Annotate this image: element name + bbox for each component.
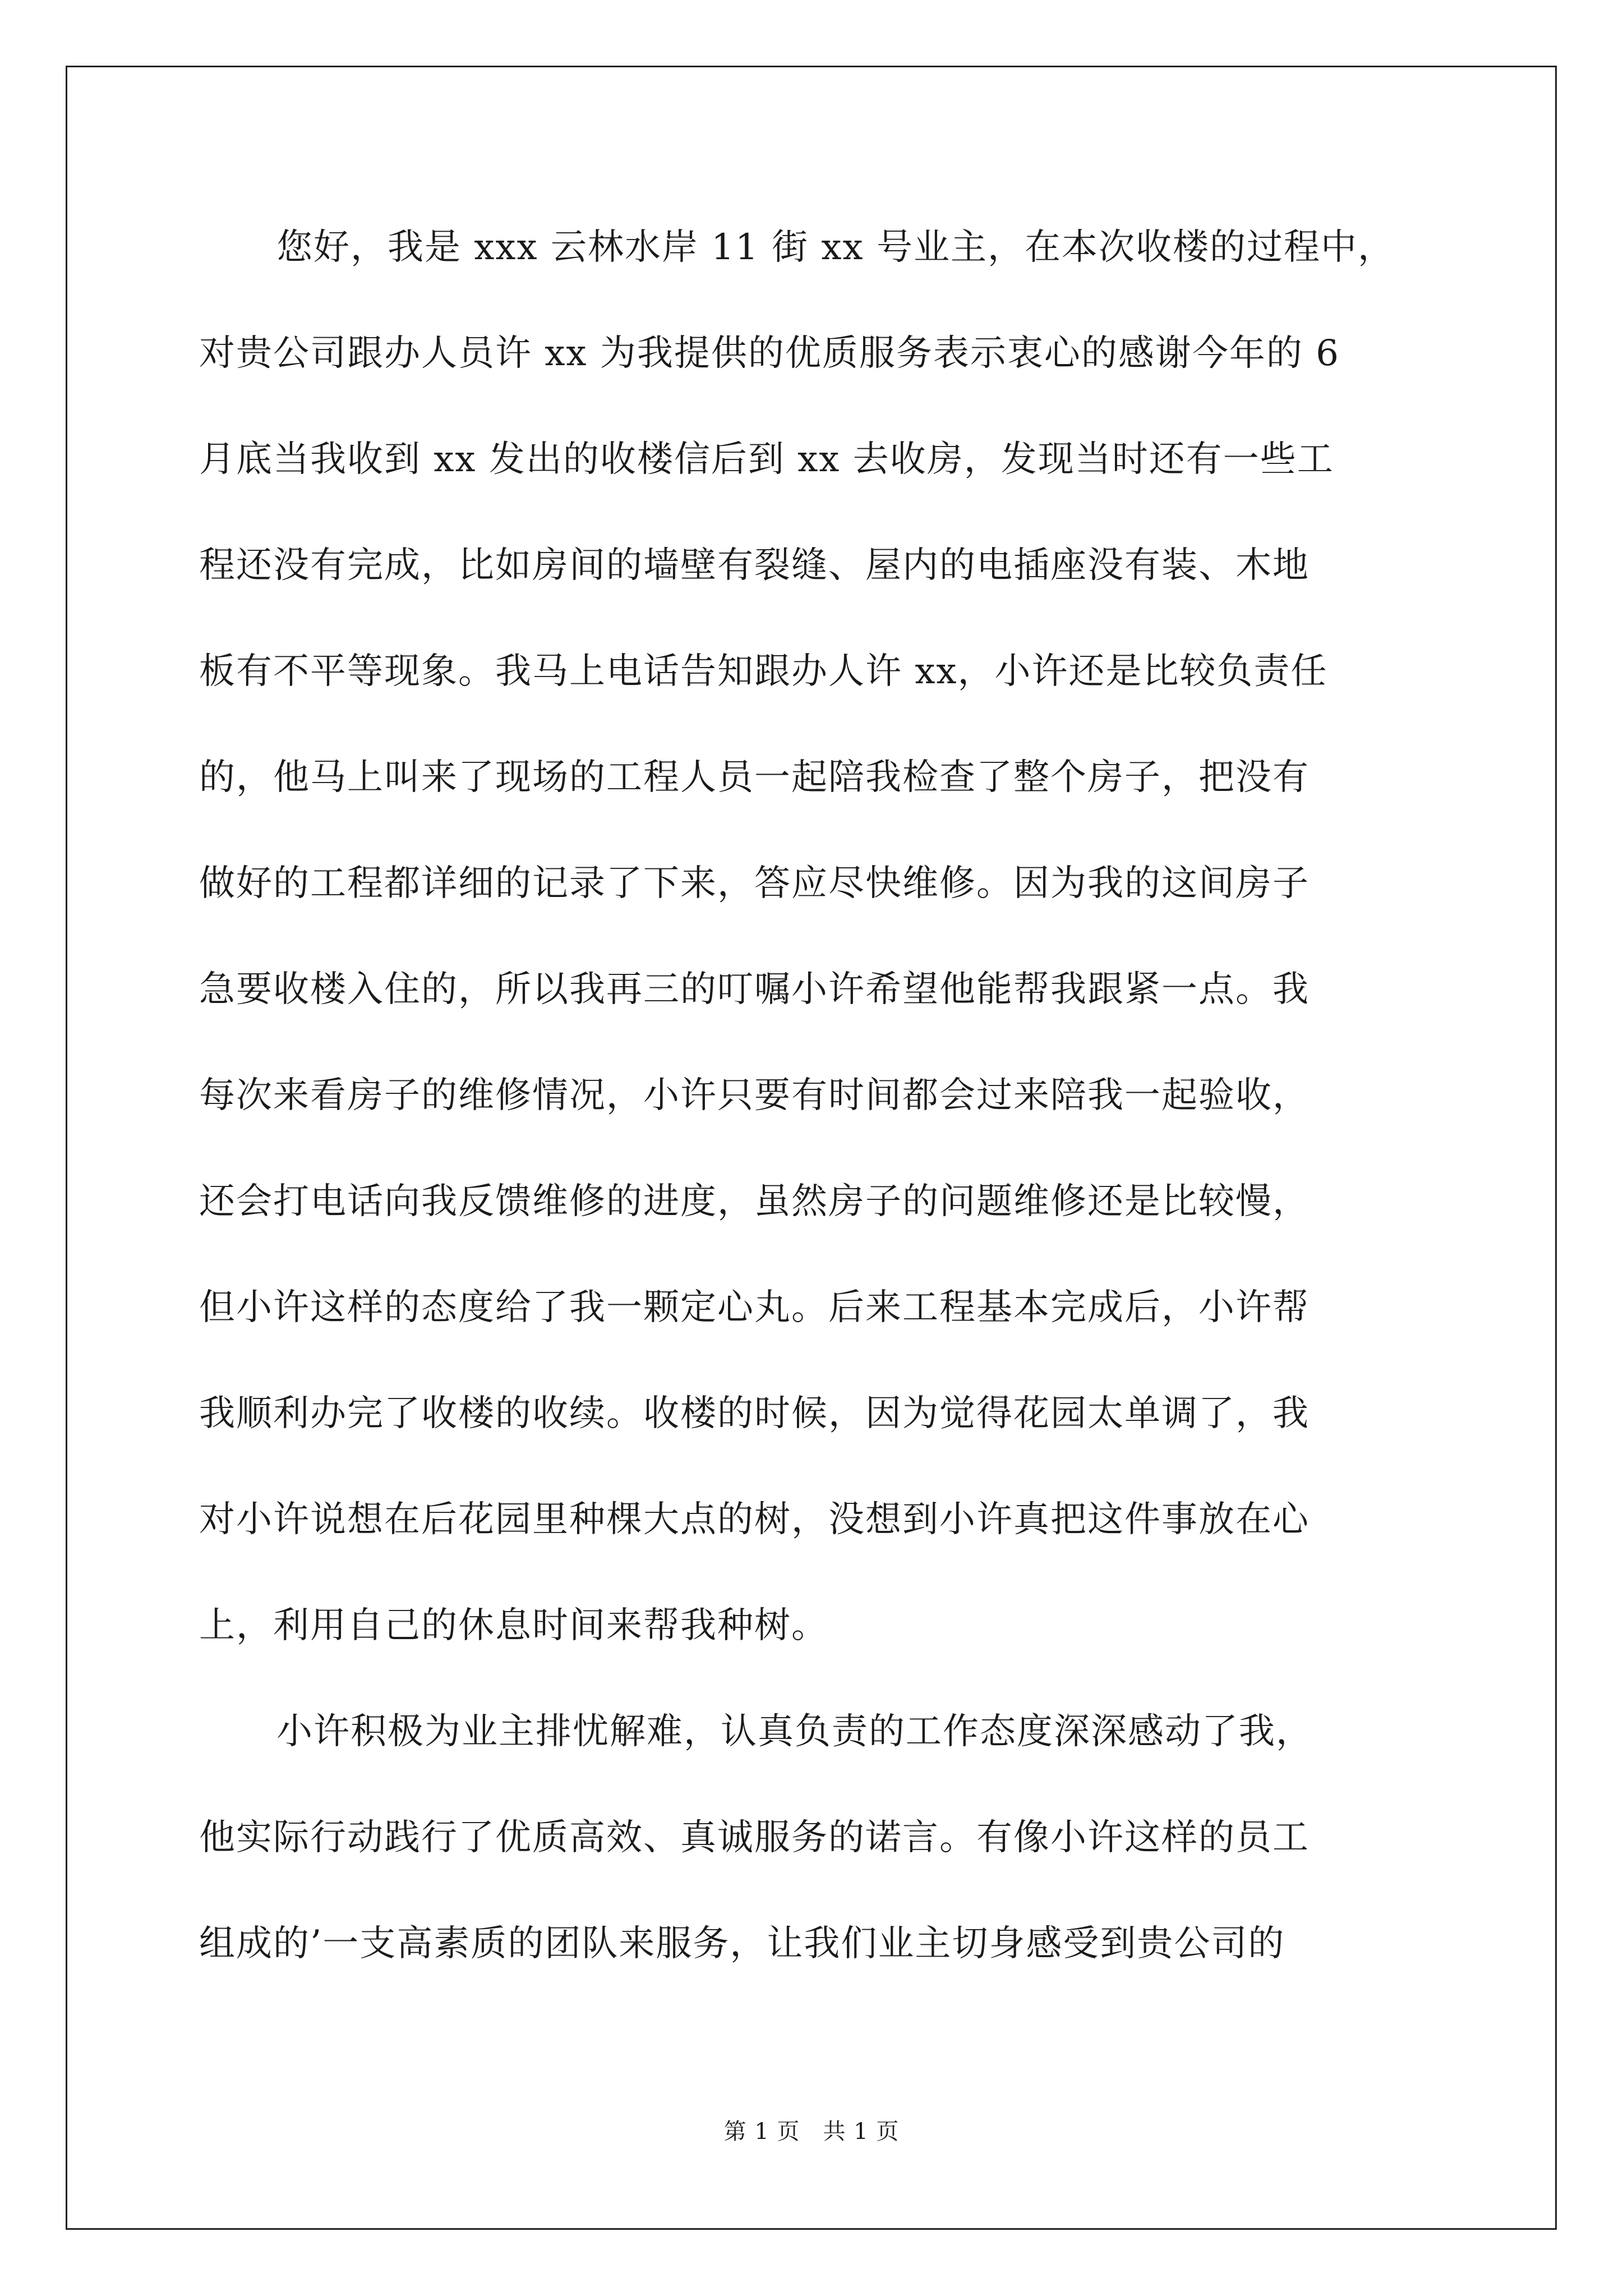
text-line: 小许积极为业主排忧解难，认真负责的工作态度深深感动了我， <box>276 1711 1313 1752</box>
text-line: 还会打电话向我反馈维修的进度，虽然房子的问题维修还是比较慢， <box>199 1181 1310 1222</box>
text-line: 板有不平等现象。我马上电话告知跟办人许 xx，小许还是比较负责任 <box>199 651 1328 692</box>
text-line: 做好的工程都详细的记录了下来，答应尽快维修。因为我的这间房子 <box>199 863 1310 904</box>
text-line: 组成的’一支高素质的团队来服务，让我们业主切身感受到贵公司的 <box>199 1923 1285 1964</box>
text-line: 月底当我收到 xx 发出的收楼信后到 xx 去收房，发现当时还有一些工 <box>199 439 1334 480</box>
text-line: 每次来看房子的维修情况，小许只要有时间都会过来陪我一起验收， <box>199 1075 1310 1116</box>
text-line: 程还没有完成，比如房间的墙壁有裂缝、屋内的电插座没有装、木地 <box>199 545 1310 586</box>
text-line: 急要收楼入住的，所以我再三的叮嘱小许希望他能帮我跟紧一点。我 <box>199 969 1310 1010</box>
text-line: 的，他马上叫来了现场的工程人员一起陪我检查了整个房子，把没有 <box>199 757 1310 798</box>
text-line: 但小许这样的态度给了我一颗定心丸。后来工程基本完成后，小许帮 <box>199 1287 1310 1328</box>
page-number: 第 1 页 共 1 页 <box>723 2119 900 2145</box>
text-line: 上，利用自己的休息时间来帮我种树。 <box>199 1605 828 1646</box>
text-line: 您好，我是 xxx 云林水岸 11 街 xx 号业主，在本次收楼的过程中， <box>276 227 1395 268</box>
text-line: 对小许说想在后花园里种棵大点的树，没想到小许真把这件事放在心 <box>199 1499 1310 1540</box>
text-line: 对贵公司跟办人员许 xx 为我提供的优质服务表示衷心的感谢今年的 6 <box>199 333 1340 374</box>
text-line: 他实际行动践行了优质高效、真诚服务的诺言。有像小许这样的员工 <box>199 1817 1310 1858</box>
text-line: 我顺利办完了收楼的收续。收楼的时候，因为觉得花园太单调了，我 <box>199 1393 1310 1434</box>
page-border <box>66 66 1557 2230</box>
